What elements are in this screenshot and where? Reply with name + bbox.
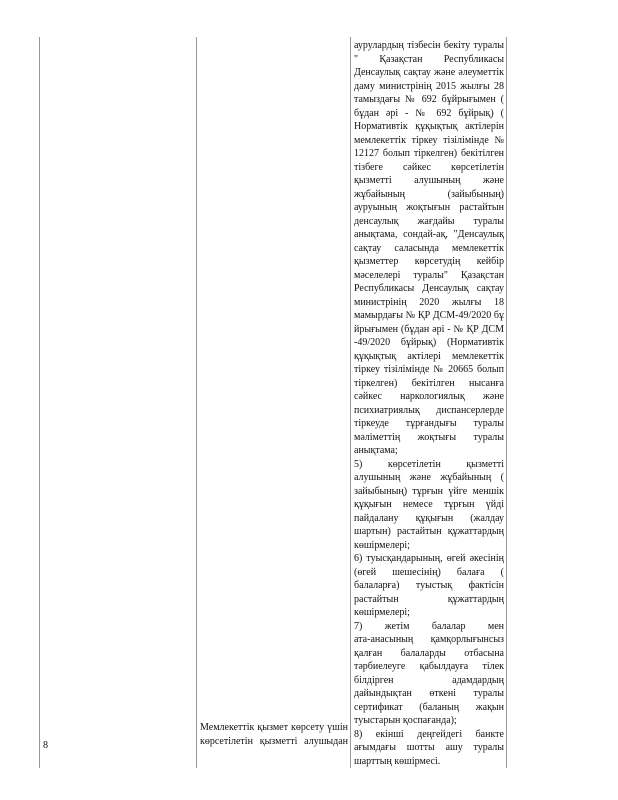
text-line: ағымдағы шотты ашу туралы	[354, 742, 504, 753]
text-line: денсаулық жағдайы туралы	[354, 215, 504, 227]
text-line: тамыздағы № 692 бұйрығымен (	[354, 94, 504, 105]
text-line: 5) көрсетілетін қызметті	[354, 458, 504, 470]
table-border-col3	[350, 37, 351, 768]
text-line: шарттың көшірмесі.	[354, 755, 441, 767]
text-line: анықтама, сондай-ақ, "Денсаулық	[354, 229, 504, 240]
row-number: 8	[43, 740, 48, 751]
text-line: мамырдағы № ҚР ДСМ-49/2020 бұ	[354, 310, 504, 321]
text-line: даму министрінің 2015 жылғы 28	[354, 80, 504, 92]
text-line: Денсаулық сақтау және әлеуметтік	[354, 67, 504, 78]
text-line: аурулардың тізбесін бекіту туралы	[354, 40, 504, 51]
text-line: қызметті алушының және	[354, 175, 504, 186]
text-line: құқықтық актілері мемлекеттік	[354, 350, 504, 362]
text-line: 7) жетім балалар мен	[354, 620, 504, 632]
text-line: тіркеу тізілімінде № 20665 болып	[354, 364, 504, 375]
text-line: Республикасы Денсаулық сақтау	[354, 283, 504, 294]
text-line: ата-анасының қамқорлығынсыз	[354, 634, 504, 645]
text-line: білдірген адамдардың	[354, 674, 504, 686]
text-line: тіркелген) бекітілген нысанға	[354, 377, 504, 389]
text-line: Мемлекеттік қызмет көрсету үшін	[200, 722, 348, 733]
documents-column	[354, 39, 504, 768]
text-line: көшірмелері;	[354, 539, 410, 551]
text-line: -49/2020 бұйрық) (Нормативтік	[354, 337, 504, 348]
text-line: бұдан әрі - № 692 бұйрық) (	[354, 107, 504, 119]
text-line: құқығын немесе тұрғын үйді	[354, 499, 504, 510]
text-line: тізбеге сәйкес көрсетілетін	[354, 161, 504, 173]
text-line: алушының және жұбайының (	[354, 472, 504, 483]
text-line: мәліметтің жоқтығы туралы	[354, 431, 504, 443]
text-line: қызметтер көрсетудің кейбір	[354, 256, 504, 267]
text-line: дайындықтан өткені туралы	[354, 688, 504, 699]
table-border-left	[39, 37, 40, 768]
text-line: шартын) растайтын құжаттардың	[354, 526, 504, 537]
text-line: туыстарын қоспағанда);	[354, 715, 457, 726]
text-line: балаларға) туыстық фактісін	[354, 580, 504, 591]
text-line: 6) туысқандарының, өгей әкесінің	[354, 553, 504, 564]
text-line: сақтау саласында мемлекеттік	[354, 242, 504, 254]
text-line: тіркеуде тұрғандығы туралы	[354, 418, 504, 429]
table-border-right	[506, 37, 507, 768]
text-line: тәрбиелеуге қабылдауға тілек	[354, 661, 504, 672]
table-border-col2	[196, 37, 197, 768]
text-line: мәселелері туралы" Қазақстан	[354, 269, 504, 281]
text-line: мемлекеттік тіркеу тізілімінде №	[354, 134, 504, 146]
text-line: психиатриялық диспансерлерде	[354, 404, 504, 416]
text-line: жұбайының (зайыбының)	[354, 188, 504, 200]
text-line: йрығымен (бұдан әрі - № ҚР ДСМ	[354, 323, 504, 335]
text-line: 8) екінші деңгейдегі банкте	[354, 728, 504, 740]
text-line: анықтама;	[354, 445, 398, 456]
text-line: " Қазақстан Республикасы	[354, 53, 504, 65]
text-line: сәйкес наркологиялық және	[354, 391, 504, 402]
text-line: ауруының жоқтығын растайтын	[354, 202, 504, 213]
text-line: пайдалану құқығын (жалдау	[354, 512, 504, 524]
text-line: Нормативтік құқықтық актілерін	[354, 121, 504, 132]
text-line: растайтын құжаттардың	[354, 593, 504, 605]
service-column	[200, 721, 348, 749]
document-table	[39, 37, 507, 768]
text-line: зайыбының) тұрғын үйге меншік	[354, 485, 504, 497]
text-line: министрінің 2020 жылғы 18	[354, 296, 504, 308]
text-line: қалған балаларды отбасына	[354, 647, 504, 659]
text-line: сертификат (баланың жақын	[354, 701, 504, 713]
text-line: (өгей шешесінің) балаға (	[354, 566, 504, 578]
text-line: 12127 болып тіркелген) бекітілген	[354, 148, 504, 159]
text-line: көшірмелері;	[354, 607, 410, 618]
text-line: көрсетілетін қызметті алушыдан	[200, 736, 348, 747]
